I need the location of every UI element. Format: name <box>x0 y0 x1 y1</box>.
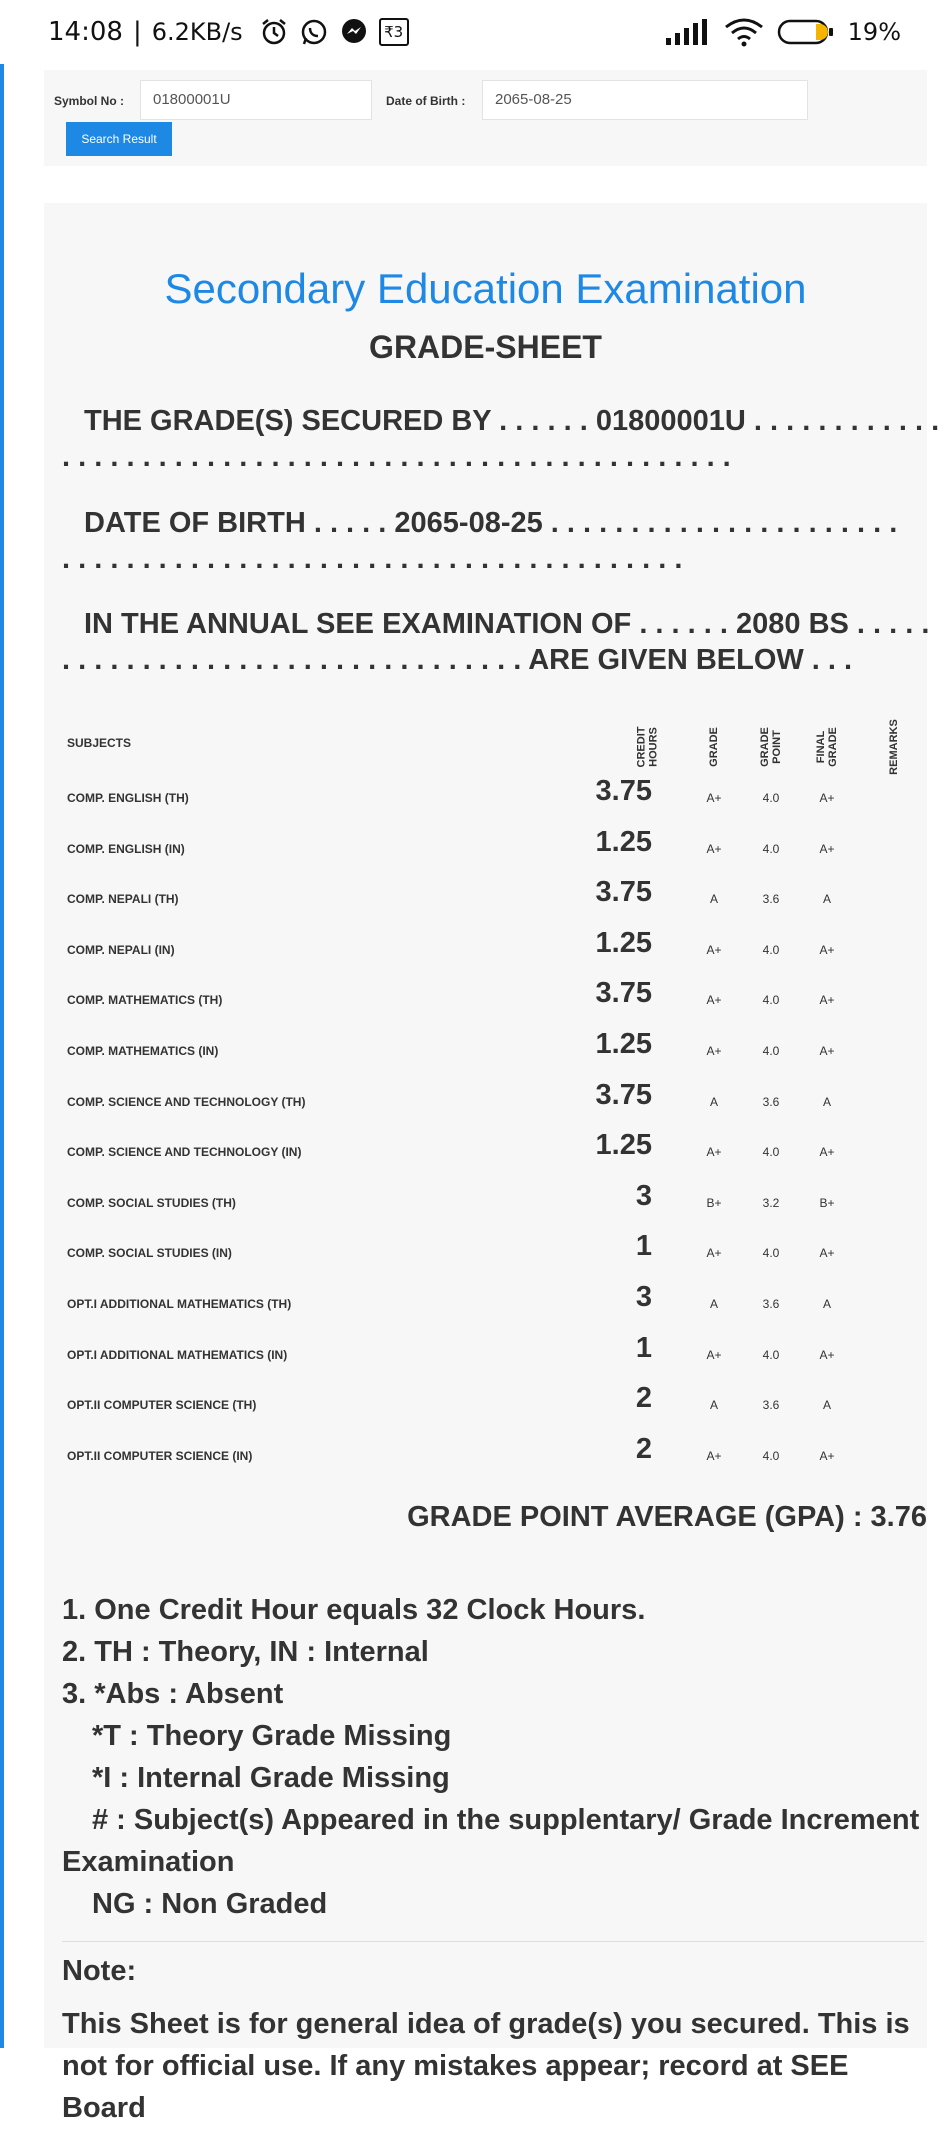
final-grade-cell: A+ <box>819 791 835 805</box>
dob-input[interactable]: 2065-08-25 <box>482 80 808 120</box>
grade-cell: A+ <box>706 1347 722 1362</box>
status-net-speed: 6.2KB/s <box>151 18 243 46</box>
table-row <box>44 1330 927 1380</box>
final-grade-cell: A <box>822 1297 831 1311</box>
grade-cell: A <box>709 1297 718 1311</box>
sheet-subtitle: GRADE-SHEET <box>369 329 602 365</box>
dob-line1: DATE OF BIRTH . . . . . 2065-08-25 . . . . . . . . . . . . . . . . . . . . . . <box>84 507 898 539</box>
grade-cell: A+ <box>706 993 722 1008</box>
search-panel <box>44 70 927 166</box>
credit-hours-cell: 3 <box>635 1179 652 1212</box>
secured-by-paragraph <box>62 403 940 475</box>
legend-notes <box>62 1589 922 1925</box>
status-left <box>48 17 409 47</box>
subject-cell: COMP. SOCIAL STUDIES (TH) <box>67 1195 236 1210</box>
subject-cell: COMP. ENGLISH (TH) <box>67 791 189 805</box>
grade-point-cell: 4.0 <box>762 993 780 1008</box>
grade-point-cell: 3.6 <box>762 892 780 907</box>
exam-line1: IN THE ANNUAL SEE EXAMINATION OF . . . . . . 2080 BS . . . . . <box>84 608 930 640</box>
legend-note: *I : Internal Grade Missing <box>92 1762 450 1794</box>
header-grade-point: GRADE POINT <box>759 727 783 767</box>
credit-hours-cell: 3.75 <box>595 977 652 1010</box>
final-grade-cell: A+ <box>819 1347 835 1362</box>
grade-cell: A <box>709 1094 718 1109</box>
grade-point-cell: 4.0 <box>762 1044 780 1058</box>
table-row <box>44 1026 927 1076</box>
final-grade-cell: A+ <box>819 1145 835 1160</box>
credit-hours-cell: 2 <box>635 1432 652 1465</box>
notification-icons <box>259 17 409 47</box>
exam-line2: . . . . . . . . . . . . . . . . . . . . . . . . . . . . . ARE GIVEN BELOW . . . <box>62 644 853 676</box>
status-separator: | <box>132 17 142 47</box>
secured-by-line1: THE GRADE(S) SECURED BY . . . . . . 01800001U . . . . . . . . . . . . <box>84 405 940 437</box>
table-row <box>44 1178 927 1228</box>
subject-cell: COMP. SCIENCE AND TECHNOLOGY (TH) <box>67 1094 306 1109</box>
table-row <box>44 1431 927 1481</box>
legend-note: NG : Non Graded <box>92 1888 328 1920</box>
credit-hours-cell: 1.25 <box>595 825 652 858</box>
grade-cell: A+ <box>706 1448 722 1463</box>
search-result-button[interactable]: Search Result <box>66 122 172 156</box>
legend-note: # : Subject(s) Appeared in the supplentary/ Grade Increment <box>92 1804 920 1836</box>
table-row <box>44 773 927 823</box>
legend-note: *T : Theory Grade Missing <box>92 1720 452 1752</box>
table-row <box>44 975 927 1025</box>
grade-cell: A <box>709 1398 718 1413</box>
table-row <box>44 1077 927 1127</box>
legend-note: 2. TH : Theory, IN : Internal <box>62 1636 429 1668</box>
subject-cell: OPT.II COMPUTER SCIENCE (TH) <box>67 1398 257 1413</box>
grade-cell: A+ <box>706 1044 722 1058</box>
final-grade-cell: A+ <box>819 1246 835 1261</box>
gpa-summary: GRADE POINT AVERAGE (GPA) : 3.76 <box>407 1501 927 1533</box>
header-subjects: SUBJECTS <box>67 736 132 750</box>
exam-paragraph <box>62 606 930 678</box>
battery-icon <box>778 19 834 45</box>
final-grade-cell: A <box>822 1094 831 1109</box>
credit-hours-cell: 3.75 <box>595 775 652 807</box>
note-text: This Sheet is for general idea of grade(s) you secured. This is not for official use. If any mistakes appear; record at SEE Board <box>62 2008 910 2124</box>
grade-sheet <box>44 203 940 2124</box>
header-final-grade: FINAL GRADE <box>815 727 839 767</box>
table-row <box>44 824 927 874</box>
subject-cell: OPT.I ADDITIONAL MATHEMATICS (IN) <box>67 1347 288 1362</box>
table-row <box>44 1127 927 1177</box>
final-grade-cell: A <box>822 892 831 907</box>
credit-hours-cell: 1.25 <box>595 1129 652 1162</box>
divider <box>62 1941 924 1942</box>
table-row <box>44 1228 927 1278</box>
subject-cell: OPT.II COMPUTER SCIENCE (IN) <box>67 1448 253 1463</box>
grade-point-cell: 4.0 <box>762 942 780 957</box>
subject-cell: COMP. ENGLISH (IN) <box>67 841 185 856</box>
grade-point-cell: 4.0 <box>762 1246 780 1261</box>
grade-point-cell: 3.6 <box>762 1398 780 1413</box>
grade-point-cell: 3.6 <box>762 1094 780 1109</box>
grade-point-cell: 4.0 <box>762 841 780 856</box>
final-grade-cell: A+ <box>819 1448 835 1463</box>
subject-cell: COMP. SCIENCE AND TECHNOLOGY (IN) <box>67 1145 302 1160</box>
messenger-icon <box>339 17 369 47</box>
credit-hours-cell: 1 <box>635 1230 652 1263</box>
credit-hours-cell: 3 <box>635 1281 652 1313</box>
rupee-app-icon: ₹3 <box>379 18 409 46</box>
table-row <box>44 874 927 924</box>
grade-point-cell: 3.2 <box>762 1195 780 1210</box>
table-row <box>44 925 927 975</box>
final-grade-cell: A+ <box>819 1044 835 1058</box>
status-time: 14:08 <box>48 17 123 47</box>
dob-label: Date of Birth : <box>386 94 466 108</box>
secured-by-line2: . . . . . . . . . . . . . . . . . . . . . . . . . . . . . . . . . . . . . . . . . . <box>62 441 731 473</box>
signal-icon <box>666 19 710 45</box>
final-grade-cell: B+ <box>819 1195 835 1210</box>
grade-cell: B+ <box>706 1195 722 1210</box>
grade-point-cell: 3.6 <box>762 1297 780 1311</box>
credit-hours-cell: 1.25 <box>595 1028 652 1060</box>
header-credit-hours: CREDIT HOURS <box>635 726 660 768</box>
left-accent-bar <box>0 64 4 2048</box>
grade-cell: A+ <box>706 791 722 805</box>
final-grade-cell: A+ <box>819 942 835 957</box>
legend-note: 3. *Abs : Absent <box>62 1678 284 1710</box>
grade-cell: A+ <box>706 841 722 856</box>
symbol-label: Symbol No : <box>54 94 125 108</box>
legend-note: Examination <box>62 1846 235 1878</box>
final-grade-cell: A+ <box>819 841 835 856</box>
grade-point-cell: 4.0 <box>762 1347 780 1362</box>
header-grade: GRADE <box>707 727 720 767</box>
note-title: Note: <box>62 1955 137 1987</box>
legend-note: 1. One Credit Hour equals 32 Clock Hours. <box>62 1594 646 1626</box>
dob-line2: . . . . . . . . . . . . . . . . . . . . . . . . . . . . . . . . . . . . . . . <box>62 543 683 575</box>
whatsapp-icon <box>299 17 329 47</box>
alarm-icon <box>259 17 289 47</box>
symbol-input[interactable]: 01800001U <box>140 80 372 120</box>
final-grade-cell: A <box>822 1398 831 1413</box>
dob-paragraph <box>62 505 922 577</box>
subject-cell: COMP. NEPALI (TH) <box>67 892 179 907</box>
subject-cell: COMP. NEPALI (IN) <box>67 942 175 957</box>
subject-cell: COMP. SOCIAL STUDIES (IN) <box>67 1246 232 1261</box>
status-bar <box>0 0 945 64</box>
credit-hours-cell: 1.25 <box>595 926 652 959</box>
grade-point-cell: 4.0 <box>762 1448 780 1463</box>
grade-cell: A <box>709 892 718 907</box>
wifi-icon <box>724 17 764 47</box>
credit-hours-cell: 1 <box>635 1331 652 1364</box>
grade-cell: A+ <box>706 1246 722 1261</box>
subject-cell: OPT.I ADDITIONAL MATHEMATICS (TH) <box>67 1297 292 1311</box>
grade-cell: A+ <box>706 942 722 957</box>
sheet-title: Secondary Education Examination <box>164 265 807 312</box>
header-remarks: REMARKS <box>888 719 900 775</box>
credit-hours-cell: 2 <box>635 1382 652 1415</box>
grade-point-cell: 4.0 <box>762 1145 780 1160</box>
status-right <box>666 17 901 47</box>
table-row <box>44 1380 927 1430</box>
grade-cell: A+ <box>706 1145 722 1160</box>
battery-percent: 19% <box>847 18 901 46</box>
subject-cell: COMP. MATHEMATICS (IN) <box>67 1044 219 1058</box>
credit-hours-cell: 3.75 <box>595 876 652 909</box>
final-grade-cell: A+ <box>819 993 835 1008</box>
grade-point-cell: 4.0 <box>762 791 780 805</box>
subject-cell: COMP. MATHEMATICS (TH) <box>67 993 223 1008</box>
credit-hours-cell: 3.75 <box>595 1078 652 1111</box>
table-row <box>44 1279 927 1329</box>
